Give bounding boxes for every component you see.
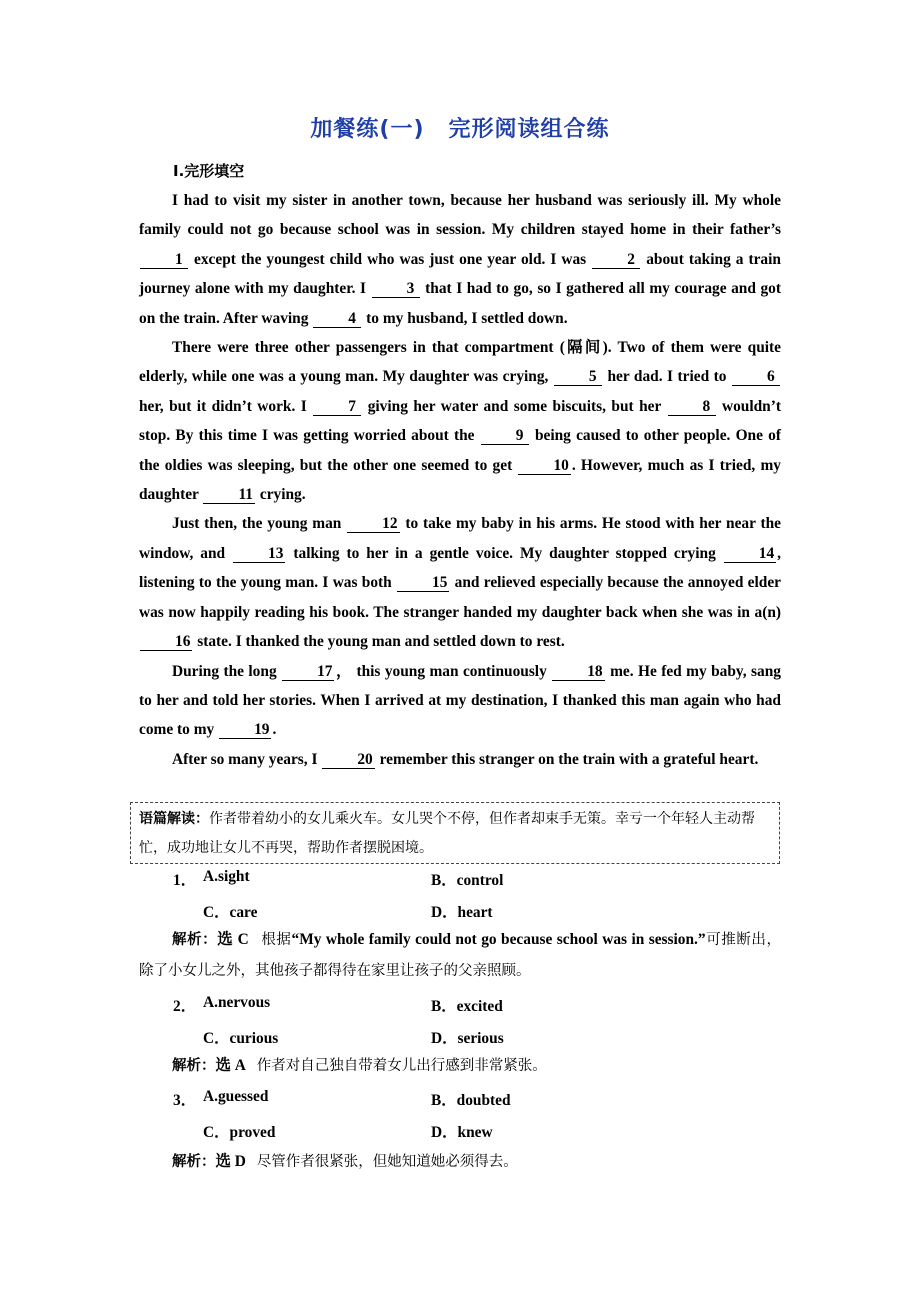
option-d: D．serious	[431, 1030, 504, 1047]
paragraph-1	[139, 186, 781, 333]
blank-10: 10	[518, 457, 570, 475]
paragraph-3	[139, 509, 781, 656]
blank-1: 1	[140, 251, 188, 269]
option-a: A.sight	[203, 868, 250, 885]
passage-text: that I had to go, so I gathered all my courage and got on the train. After waving	[139, 280, 781, 327]
paragraph-5	[139, 745, 781, 774]
analysis-choice: 选 D	[215, 1153, 246, 1170]
blank-15: 15	[397, 574, 449, 592]
passage-text: about taking a train journey alone with my daughter. I	[139, 250, 781, 298]
passage-text: crying.	[259, 486, 306, 504]
passage-text: except the youngest child who was just one year old. I was	[194, 250, 587, 268]
passage-text: to my husband, I settled down.	[366, 309, 568, 327]
analysis-quote: “My whole family could not go because school was in session.”	[291, 931, 706, 948]
option-c: C．proved	[203, 1124, 276, 1141]
passage-text: .	[272, 721, 277, 739]
passage-text: talking to her in a gentle voice. My daughter stopped crying	[293, 544, 716, 562]
blank-13: 13	[233, 545, 285, 563]
option-c: C．care	[203, 904, 258, 921]
title-part-2: 完形阅读组合练	[448, 117, 610, 142]
analysis-choice: 选 A	[215, 1057, 246, 1074]
blank-12: 12	[347, 515, 399, 533]
blank-6: 6	[732, 368, 780, 386]
passage-text: There were three other passengers in that compartment (隔间). Two of them were quite elderly, while one was a young man. My daughter was crying,	[139, 339, 781, 386]
option-b: B．control	[431, 872, 504, 889]
option-b: B．excited	[431, 998, 503, 1015]
summary-label: 语篇解读：	[139, 811, 209, 827]
analysis-label: 解析：	[172, 1154, 216, 1170]
blank-11: 11	[203, 486, 255, 504]
summary-text: 作者带着幼小的女儿乘火车。女儿哭个不停，但作者却束手无策。幸亏一个年轻人主动帮忙，成功地让女儿不再哭，帮助作者摆脱困境。	[139, 811, 755, 856]
blank-3: 3	[372, 280, 420, 298]
passage-text: remember this stranger on the train with a grateful heart.	[379, 750, 759, 768]
passage-text: her dad. I tried to	[607, 368, 727, 386]
passage-text: Just then, the young man	[172, 515, 342, 533]
section-heading: Ⅰ.完形填空	[173, 162, 245, 180]
analysis-text: 作者对自己独自带着女儿出行感到非常紧张。	[256, 1058, 547, 1074]
option-b: B．doubted	[431, 1092, 511, 1109]
blank-19: 19	[219, 721, 271, 739]
passage-text: and relieved especially because the annoyed elder was now happily reading his book. The stranger handed my daughter back when she was in a(n)	[139, 574, 781, 621]
analysis-text: 可推断出，除了小女儿之外，其他孩子都得待在家里让孩子的父亲照顾。	[139, 932, 781, 979]
passage-text: her, but it didn’t work. I	[139, 397, 307, 415]
blank-4: 4	[313, 310, 361, 328]
analysis-3	[139, 1146, 781, 1178]
passage-text: , listening to the young man. I was both	[139, 544, 781, 592]
question-number: 3．	[173, 1092, 197, 1109]
paragraph-4	[139, 657, 781, 745]
passage-text: giving her water and some biscuits, but her	[367, 397, 662, 415]
passage-text: wouldn’t stop. By this time I was getting worried about the	[139, 397, 781, 445]
title-part-1: 加餐练(一)	[310, 117, 425, 142]
passage-text: to take my baby in his arms. He stood with her near the window, and	[139, 515, 781, 562]
blank-2: 2	[592, 251, 640, 269]
blank-5: 5	[554, 368, 602, 386]
analysis-choice: 选 C	[217, 931, 249, 948]
blank-16: 16	[140, 633, 192, 651]
passage-text: me. He fed my baby, sang to her and told her stories. When I arrived at my destination, I thanked this man again who had come to my	[139, 662, 781, 739]
analysis-text: 尽管作者很紧张，但她知道她必须得去。	[256, 1154, 518, 1170]
blank-9: 9	[481, 427, 529, 445]
analysis-label: 解析：	[172, 932, 218, 948]
passage-text: ， this young man continuously	[335, 662, 547, 680]
question-number: 2．	[173, 998, 197, 1015]
blank-8: 8	[668, 398, 716, 416]
paragraph-2	[139, 333, 781, 509]
option-a: A.nervous	[203, 994, 271, 1011]
cloze-passage	[139, 186, 781, 774]
blank-7: 7	[313, 398, 361, 416]
blank-18: 18	[552, 663, 604, 681]
blank-17: 17	[282, 663, 334, 681]
passage-text: state. I thanked the young man and settled down to rest.	[197, 633, 565, 651]
option-c: C．curious	[203, 1030, 279, 1047]
analysis-2	[139, 1050, 781, 1082]
passage-text: During the long	[172, 662, 277, 680]
passage-text: being caused to other people. One of the oldies was sleeping, but the other one seemed to get	[139, 427, 781, 474]
blank-14: 14	[724, 545, 776, 563]
option-a: A.guessed	[203, 1088, 269, 1105]
analysis-1	[139, 924, 781, 987]
question-number: 1．	[173, 872, 197, 889]
analysis-label: 解析：	[172, 1058, 216, 1074]
blank-20: 20	[322, 751, 374, 769]
option-d: D．heart	[431, 904, 493, 921]
page-title	[139, 112, 781, 143]
passage-summary-box	[130, 802, 780, 864]
analysis-text: 根据	[261, 932, 292, 948]
passage-text: I had to visit my sister in another town, because her husband was seriously ill. My whole family could not go because school was in session. My children stayed home in their father’s	[139, 192, 781, 239]
passage-text: . However, much as I tried, my daughter	[139, 456, 781, 504]
option-d: D．knew	[431, 1124, 493, 1141]
passage-text: After so many years, I	[172, 750, 318, 768]
